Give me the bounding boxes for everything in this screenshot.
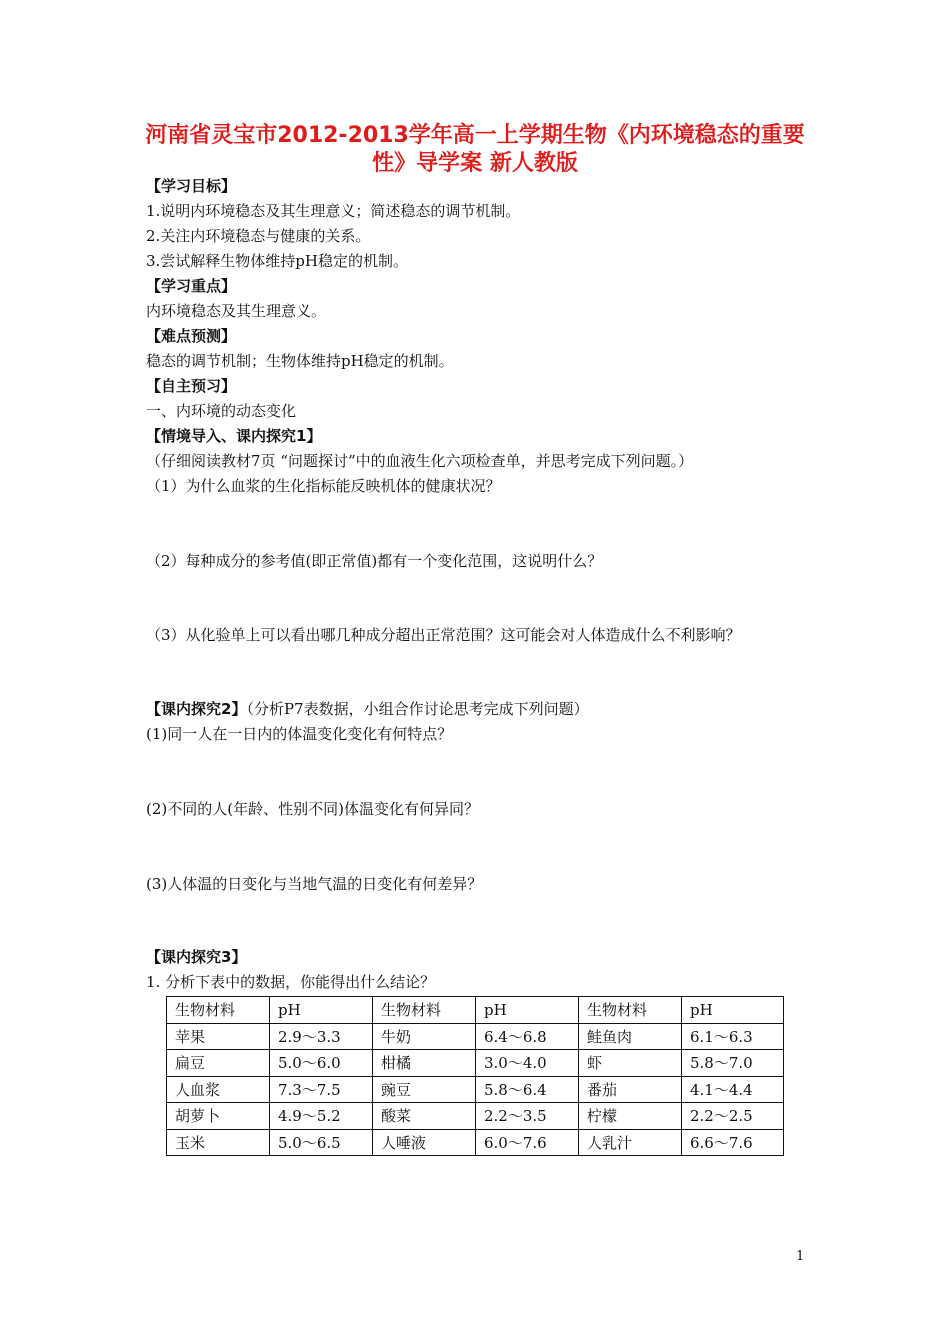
table-cell: 3.0～4.0 bbox=[476, 1050, 579, 1077]
table-cell: 4.9～5.2 bbox=[270, 1103, 373, 1130]
table-row bbox=[167, 1050, 784, 1077]
table-cell: 人血浆 bbox=[167, 1076, 270, 1103]
table-cell: 2.9～3.3 bbox=[270, 1023, 373, 1050]
explore2-heading-line bbox=[146, 699, 589, 719]
table-row bbox=[167, 1023, 784, 1050]
table-cell: 胡萝卜 bbox=[167, 1103, 270, 1130]
preview-text: 一、内环境的动态变化 bbox=[146, 402, 297, 420]
difficulty-text: 稳态的调节机制；生物体维持pH稳定的机制。 bbox=[146, 352, 454, 370]
table-cell: 人唾液 bbox=[373, 1129, 476, 1156]
table-cell: 鲑鱼肉 bbox=[579, 1023, 682, 1050]
table-cell: 6.6～7.6 bbox=[682, 1129, 784, 1156]
table-header-cell: 生物材料 bbox=[373, 997, 476, 1024]
document-title bbox=[120, 122, 830, 178]
table-header-row bbox=[167, 997, 784, 1024]
table-header-cell: pH bbox=[476, 997, 579, 1024]
title-line-2: 性》导学案 新人教版 bbox=[372, 151, 578, 176]
ph-table bbox=[166, 996, 784, 1156]
table-cell: 酸菜 bbox=[373, 1103, 476, 1130]
table-cell: 5.0～6.0 bbox=[270, 1050, 373, 1077]
preview-heading: 【自主预习】 bbox=[146, 377, 237, 395]
table-header-cell: 生物材料 bbox=[579, 997, 682, 1024]
difficulty-heading: 【难点预测】 bbox=[146, 327, 237, 345]
table-cell: 7.3～7.5 bbox=[270, 1076, 373, 1103]
table-cell: 玉米 bbox=[167, 1129, 270, 1156]
goals-heading: 【学习目标】 bbox=[146, 177, 237, 195]
table-cell: 2.2～3.5 bbox=[476, 1103, 579, 1130]
explore1-heading: 【情境导入、课内探究1】 bbox=[146, 427, 322, 445]
table-cell: 柑橘 bbox=[373, 1050, 476, 1077]
table-cell: 6.0～7.6 bbox=[476, 1129, 579, 1156]
table-header-cell: 生物材料 bbox=[167, 997, 270, 1024]
table-cell: 2.2～2.5 bbox=[682, 1103, 784, 1130]
table-cell: 扁豆 bbox=[167, 1050, 270, 1077]
table-cell: 5.8～7.0 bbox=[682, 1050, 784, 1077]
title-line-1: 河南省灵宝市2012-2013学年高一上学期生物《内环境稳态的重要 bbox=[145, 123, 805, 148]
table-cell: 柠檬 bbox=[579, 1103, 682, 1130]
explore1-intro: （仔细阅读教材7页 “问题探讨”中的血液生化六项检查单，并思考完成下列问题。） bbox=[146, 452, 694, 470]
goal-item-3: 3.尝试解释生物体维持pH稳定的机制。 bbox=[146, 252, 408, 270]
goal-item-1: 1.说明内环境稳态及其生理意义；简述稳态的调节机制。 bbox=[146, 202, 521, 220]
explore1-question-1: （1）为什么血浆的生化指标能反映机体的健康状况？ bbox=[146, 477, 501, 495]
table-header-cell: pH bbox=[682, 997, 784, 1024]
explore1-question-2: （2）每种成分的参考值(即正常值)都有一个变化范围，这说明什么？ bbox=[146, 552, 603, 570]
table-cell: 番茄 bbox=[579, 1076, 682, 1103]
explore2-heading: 【课内探究2】 bbox=[146, 700, 247, 718]
table-cell: 牛奶 bbox=[373, 1023, 476, 1050]
table-header-cell: pH bbox=[270, 997, 373, 1024]
table-row bbox=[167, 1103, 784, 1130]
page-number: 1 bbox=[796, 1249, 805, 1264]
table-cell: 5.8～6.4 bbox=[476, 1076, 579, 1103]
explore2-question-2: (2)不同的人(年龄、性别不同)体温变化有何异同？ bbox=[146, 800, 479, 818]
table-row bbox=[167, 1129, 784, 1156]
explore2-question-1: (1)同一人在一日内的体温变化变化有何特点？ bbox=[146, 725, 453, 743]
explore3-heading: 【课内探究3】 bbox=[146, 948, 247, 966]
table-cell: 苹果 bbox=[167, 1023, 270, 1050]
focus-text: 内环境稳态及其生理意义。 bbox=[146, 302, 327, 320]
explore2-question-3: (3)人体温的日变化与当地气温的日变化有何差异？ bbox=[146, 875, 483, 893]
table-cell: 5.0～6.5 bbox=[270, 1129, 373, 1156]
explore1-question-3: （3）从化验单上可以看出哪几种成分超出正常范围？这可能会对人体造成什么不利影响？ bbox=[146, 626, 741, 644]
focus-heading: 【学习重点】 bbox=[146, 277, 237, 295]
table-cell: 6.1～6.3 bbox=[682, 1023, 784, 1050]
goal-item-2: 2.关注内环境稳态与健康的关系。 bbox=[146, 227, 371, 245]
explore3-question: 1. 分析下表中的数据，你能得出什么结论？ bbox=[146, 973, 436, 991]
table-cell: 人乳汁 bbox=[579, 1129, 682, 1156]
table-cell: 虾 bbox=[579, 1050, 682, 1077]
table-cell: 4.1～4.4 bbox=[682, 1076, 784, 1103]
table-cell: 豌豆 bbox=[373, 1076, 476, 1103]
table-cell: 6.4～6.8 bbox=[476, 1023, 579, 1050]
explore2-note: （分析P7表数据，小组合作讨论思考完成下列问题） bbox=[246, 700, 589, 718]
table-row bbox=[167, 1076, 784, 1103]
